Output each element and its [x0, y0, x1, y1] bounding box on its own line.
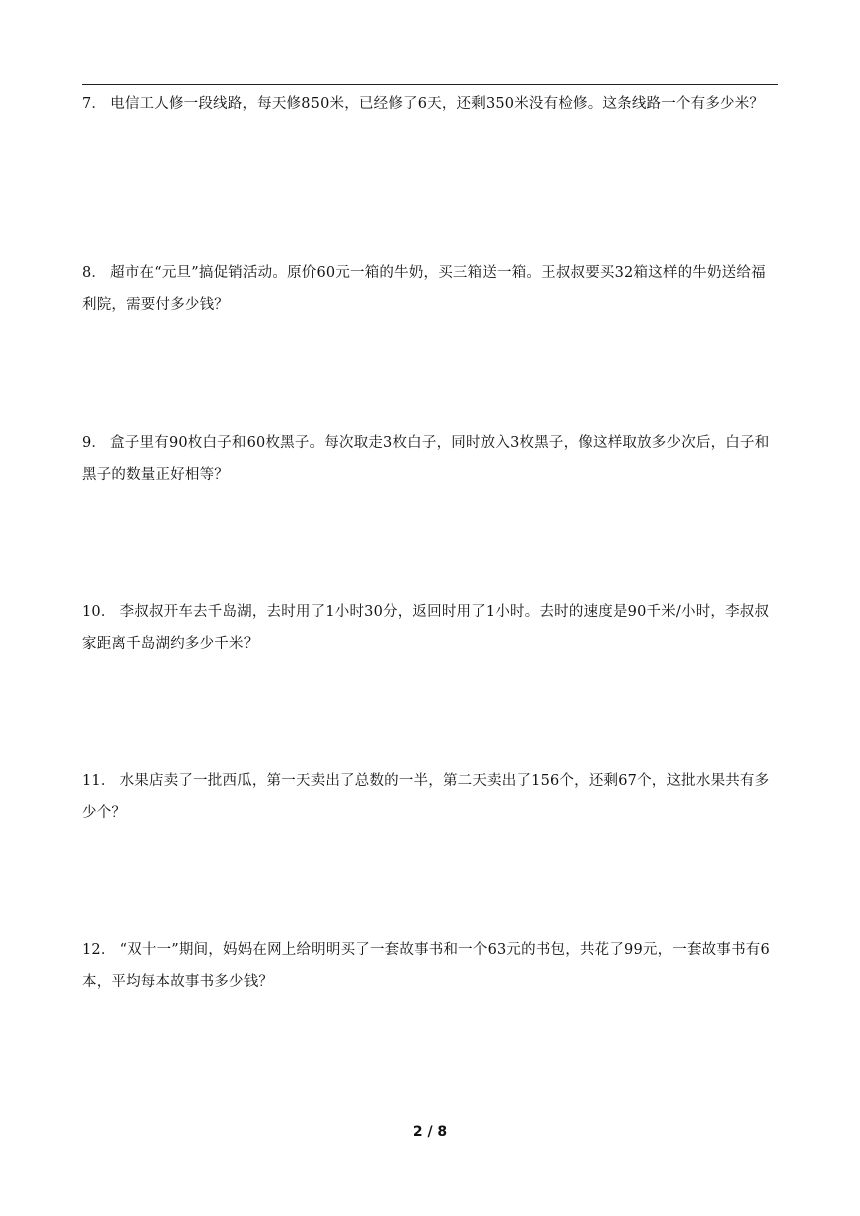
question-text: 盒子里有90枚白子和60枚黑子。每次取走3枚白子，同时放入3枚黑子，像这样取放多少次后，白子和黑子的数量正好相等？ — [82, 435, 770, 483]
header-rule — [82, 84, 778, 85]
question-number: 12． — [82, 942, 116, 958]
question-number: 11． — [82, 773, 116, 789]
question-7 — [82, 88, 778, 120]
page-number: 2 / 8 — [412, 1124, 448, 1140]
question-text: 水果店卖了一批西瓜，第一天卖出了总数的一半，第二天卖出了156个，还剩67个，这批水果共有多少个？ — [82, 773, 770, 821]
question-text: 电信工人修一段线路，每天修850米，已经修了6天，还剩350米没有检修。这条线路一个有多少米？ — [110, 96, 765, 112]
question-number: 9． — [82, 435, 107, 451]
question-11 — [82, 765, 778, 829]
question-number: 7． — [82, 96, 107, 112]
question-text: “双十一”期间，妈妈在网上给明明买了一套故事书和一个63元的书包，共花了99元，一套故事书有6本，平均每本故事书多少钱？ — [82, 942, 770, 990]
question-text: 李叔叔开车去千岛湖，去时用了1小时30分，返回时用了1小时。去时的速度是90千米/小时，李叔叔家距离千岛湖约多少千米？ — [82, 604, 770, 652]
question-12 — [82, 934, 778, 998]
question-number: 10． — [82, 604, 116, 620]
question-8 — [82, 257, 778, 321]
question-number: 8． — [82, 265, 107, 281]
question-text: 超市在“元旦”搞促销活动。原价60元一箱的牛奶，买三箱送一箱。王叔叔要买32箱这样的牛奶送给福利院，需要付多少钱？ — [82, 265, 766, 313]
question-9 — [82, 427, 778, 491]
question-10 — [82, 596, 778, 660]
